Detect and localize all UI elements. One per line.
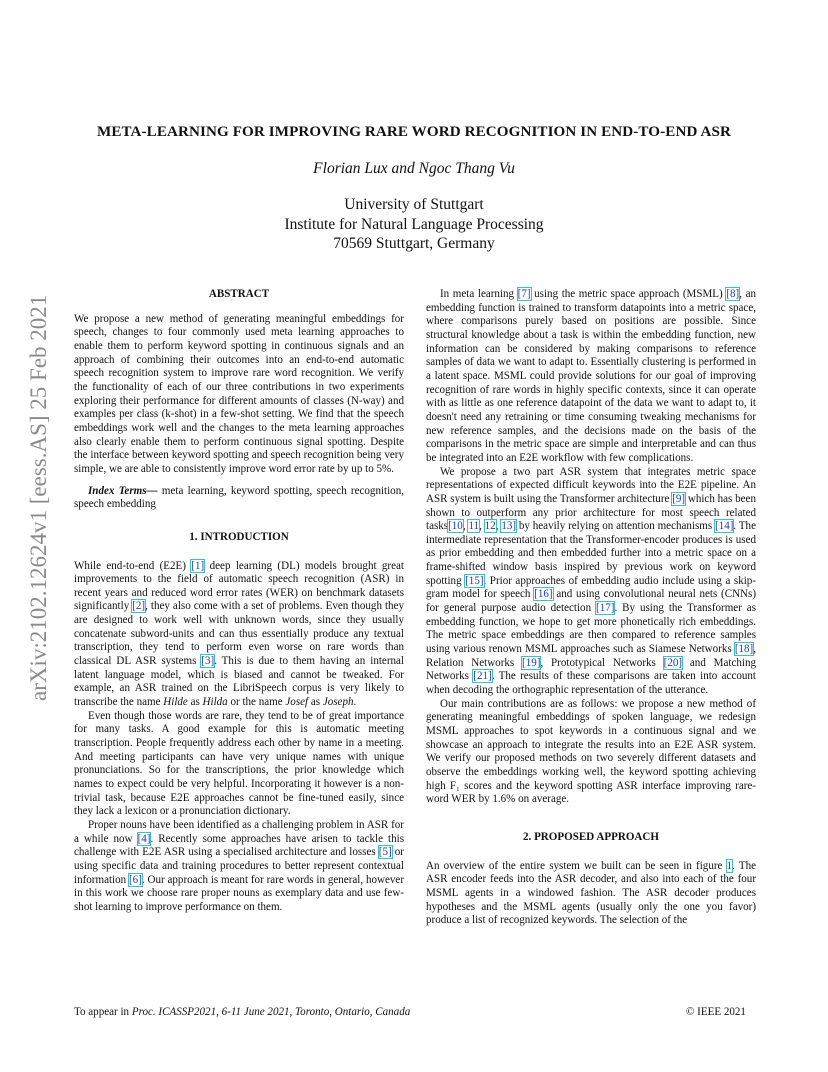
right-paragraph-4: An overview of the entire system we built can be seen in figure 1. The ASR encoder feeds into the ASR decoder, and also into each of the four MSML agents in a windowed fashion. The ASR decoder produces hypotheses and the MSML agents (usually only the one you favor) produce a list of recognized keywords. The selection of the [426, 859, 756, 927]
arxiv-identifier: arXiv:2102.12624v1 [eess.AS] 25 Feb 2021 [26, 294, 51, 701]
citation-link[interactable]: [9] [672, 492, 686, 505]
right-column [426, 288, 756, 928]
citation-link[interactable]: [1] [191, 559, 205, 572]
paper-title: META-LEARNING FOR IMPROVING RARE WORD RECOGNITION IN END-TO-END ASR [97, 124, 731, 140]
abstract-heading: ABSTRACT [208, 288, 270, 300]
intro-paragraph-2: Even though those words are rare, they tend to be of great importance for many tasks. A good example for this is automatic meeting transcription. People frequently address each other by name in a meeting. And meeting participants can have very unique names with unique pronunciations. So for the transcriptions, the prior knowledge which names to expect could be very helpful. Incorporating it however is a non-trivial task, because E2E approaches cannot be fine-tuned easily, since they lack a lexicon or a pronunciation dictionary. [74, 709, 404, 818]
citation-link[interactable]: [17] [596, 602, 615, 615]
index-terms-text: meta learning, keyword spotting, speech recognition, speech embedding [74, 484, 404, 511]
paper-authors: Florian Lux and Ngoc Thang Vu [313, 160, 515, 177]
citation-link[interactable]: [15] [465, 574, 484, 587]
citation-link[interactable]: 13] [501, 520, 517, 533]
index-terms-label: Index Terms— [88, 484, 158, 497]
index-terms [74, 485, 404, 512]
footer-venue: To appear in Proc. ICASSP2021, 6-11 June 2021, Toronto, Ontario, Canada [74, 1006, 411, 1018]
citation-link[interactable]: [6] [129, 873, 142, 886]
footer-copyright: © IEEE 2021 [686, 1006, 746, 1018]
right-paragraph-1: In meta learning [7] using the metric space approach (MSML) [8], an embedding function is trained to transform datapoints into a metric space, where comparisons purely based on positions are possible. Since structural knowledge about a task is within the embedding function, new information can be considered by making comparisons to reference samples of data we want to adapt to. Essentially clustering is performed in a latent space. MSML could provide solutions for our goal of improving recognition of rare words in highly specific contexts, since it can operate with as little as one reference datapoint of the data we want to adapt to, it doesn't need any retraining or time consuming tweaking mechanisms for new reference samples, and the decisions made on the basis of the comparisons in the metric space are simple and interpretable and can thus be integrated into an E2E workflow with few complications. [426, 288, 757, 464]
proposed-approach-heading: 2. PROPOSED APPROACH [523, 830, 659, 843]
citation-link[interactable]: 11 [468, 520, 480, 533]
citation-link[interactable]: [5] [378, 846, 392, 859]
intro-paragraph-1: While end-to-end (E2E) [1] deep learning (DL) models brought great improvements to the field of automatic speech recognition (ASR) in recent years and reduced word error rates (WER) on benchmark datasets significantly [2], they also come with a set of problems. Even though they are designed to work well with unknown words, since they usually concatenate subword-units and can thus essentially produce any textual transcription, they tend to perform even worse on rare words than classical DL ASR systems [3]. This is due to them having an internal latent language model, which is biased and cannot be tweaked. For example, an ASR trained on the LibriSpeech corpus is very likely to transcribe the name Hilde as Hilda or the name Josef as Joseph. [74, 559, 404, 709]
affiliation-address: 70569 Stuttgart, Germany [333, 235, 495, 252]
citation-link[interactable]: [2] [132, 600, 146, 613]
citation-link[interactable]: [20] [663, 656, 683, 669]
right-paragraph-2: We propose a two part ASR system that integrates metric space representations of expected difficult keywords into the E2E pipeline. An ASR system is built using the Transformer architecture [9] which has been shown to outperform any prior architecture for most speech related tasks[10, 11, 12, 13] by heavily relying on attention mechanisms [14]. The intermediate representation that the Transformer-encoder produces is used as prior embedding and then embedded further into a metric space on a frame-shifted window basis inspired by previous work on keyword spotting [15]. Prior approaches of embedding audio include using a skip-gram model for speech [16] and using convolutional neural nets (CNNs) for general purpose audio detection [17]. By using the Transformer as embedding function, we hope to get more phonetically rich embeddings. The metric space embeddings are then compared to reference samples using various renown MSML approaches such as Siamese Networks [18], Relation Networks [19], Prototypical Networks [20] and Matching Networks [21]. The results of these comparisons are taken into account when decoding the orthographic representation of the utterance. [426, 465, 757, 697]
citation-link[interactable]: [7] [517, 288, 531, 300]
citation-link[interactable]: [10 [448, 520, 463, 533]
intro-heading: 1. INTRODUCTION [189, 530, 289, 543]
citation-link[interactable]: [4] [137, 832, 151, 845]
intro-paragraph-3: Proper nouns have been identified as a challenging problem in ASR for a while now [4]. Recently some approaches have arisen to tackle this challenge with E2E ASR using a specialised architecture and losses [5] or using specific data and training procedures to better represent contextual information [6]. Our approach is meant for rare words in general, however in this work we choose rare proper nouns as exemplary data and use few-shot learning to improve performance on them. [74, 818, 404, 913]
right-paragraph-3: Our main contributions are as follows: we propose a new method of generating meaningful embeddings of spoken language, we redesign MSML approaches to spot keywords in a continuous signal and we showcase an approach to integrate the results into an E2E ASR system. We verify our proposed methods on two severely different datasets and observe the embeddings working well, the keyword spotting achieving high F₁ scores and the keyword spotting ASR interface improving rare-word WER by 1.6% on average. [426, 697, 756, 806]
citation-link[interactable]: [16] [534, 588, 553, 601]
citation-link[interactable]: [3] [201, 655, 215, 668]
affiliation-institute: Institute for Natural Language Processing [284, 216, 544, 233]
citation-link[interactable]: [8] [726, 288, 740, 300]
citation-link[interactable]: 12 [484, 520, 496, 533]
citation-link[interactable]: [19] [522, 656, 541, 669]
figure-link[interactable]: 1 [726, 859, 733, 872]
citation-link[interactable]: [21] [473, 670, 492, 683]
citation-link[interactable]: [14] [715, 520, 734, 533]
left-column [74, 288, 404, 915]
abstract-text: We propose a new method of generating meaningful embeddings for speech, changes to four commonly used meta learning approaches to enable them to perform keyword spotting in continuous signals and an approach of combining their outcomes into an end-to-end automatic speech recognition system to improve rare word recognition. We verify the functionality of each of our three contributions in two experiments exploring their performance for different amounts of classes (N-way) and examples per class (k-shot) in a few-shot setting. We find that the speech embeddings work well and the changes to the meta learning approaches also clearly enable them to perform continuous signal spotting. Despite the interface between keyword spotting and speech recognition being very simple, we are able to consistently improve word error rate by up to 5%. [74, 312, 404, 475]
citation-link[interactable]: [18] [734, 643, 754, 656]
affiliation-university: University of Stuttgart [344, 196, 484, 213]
